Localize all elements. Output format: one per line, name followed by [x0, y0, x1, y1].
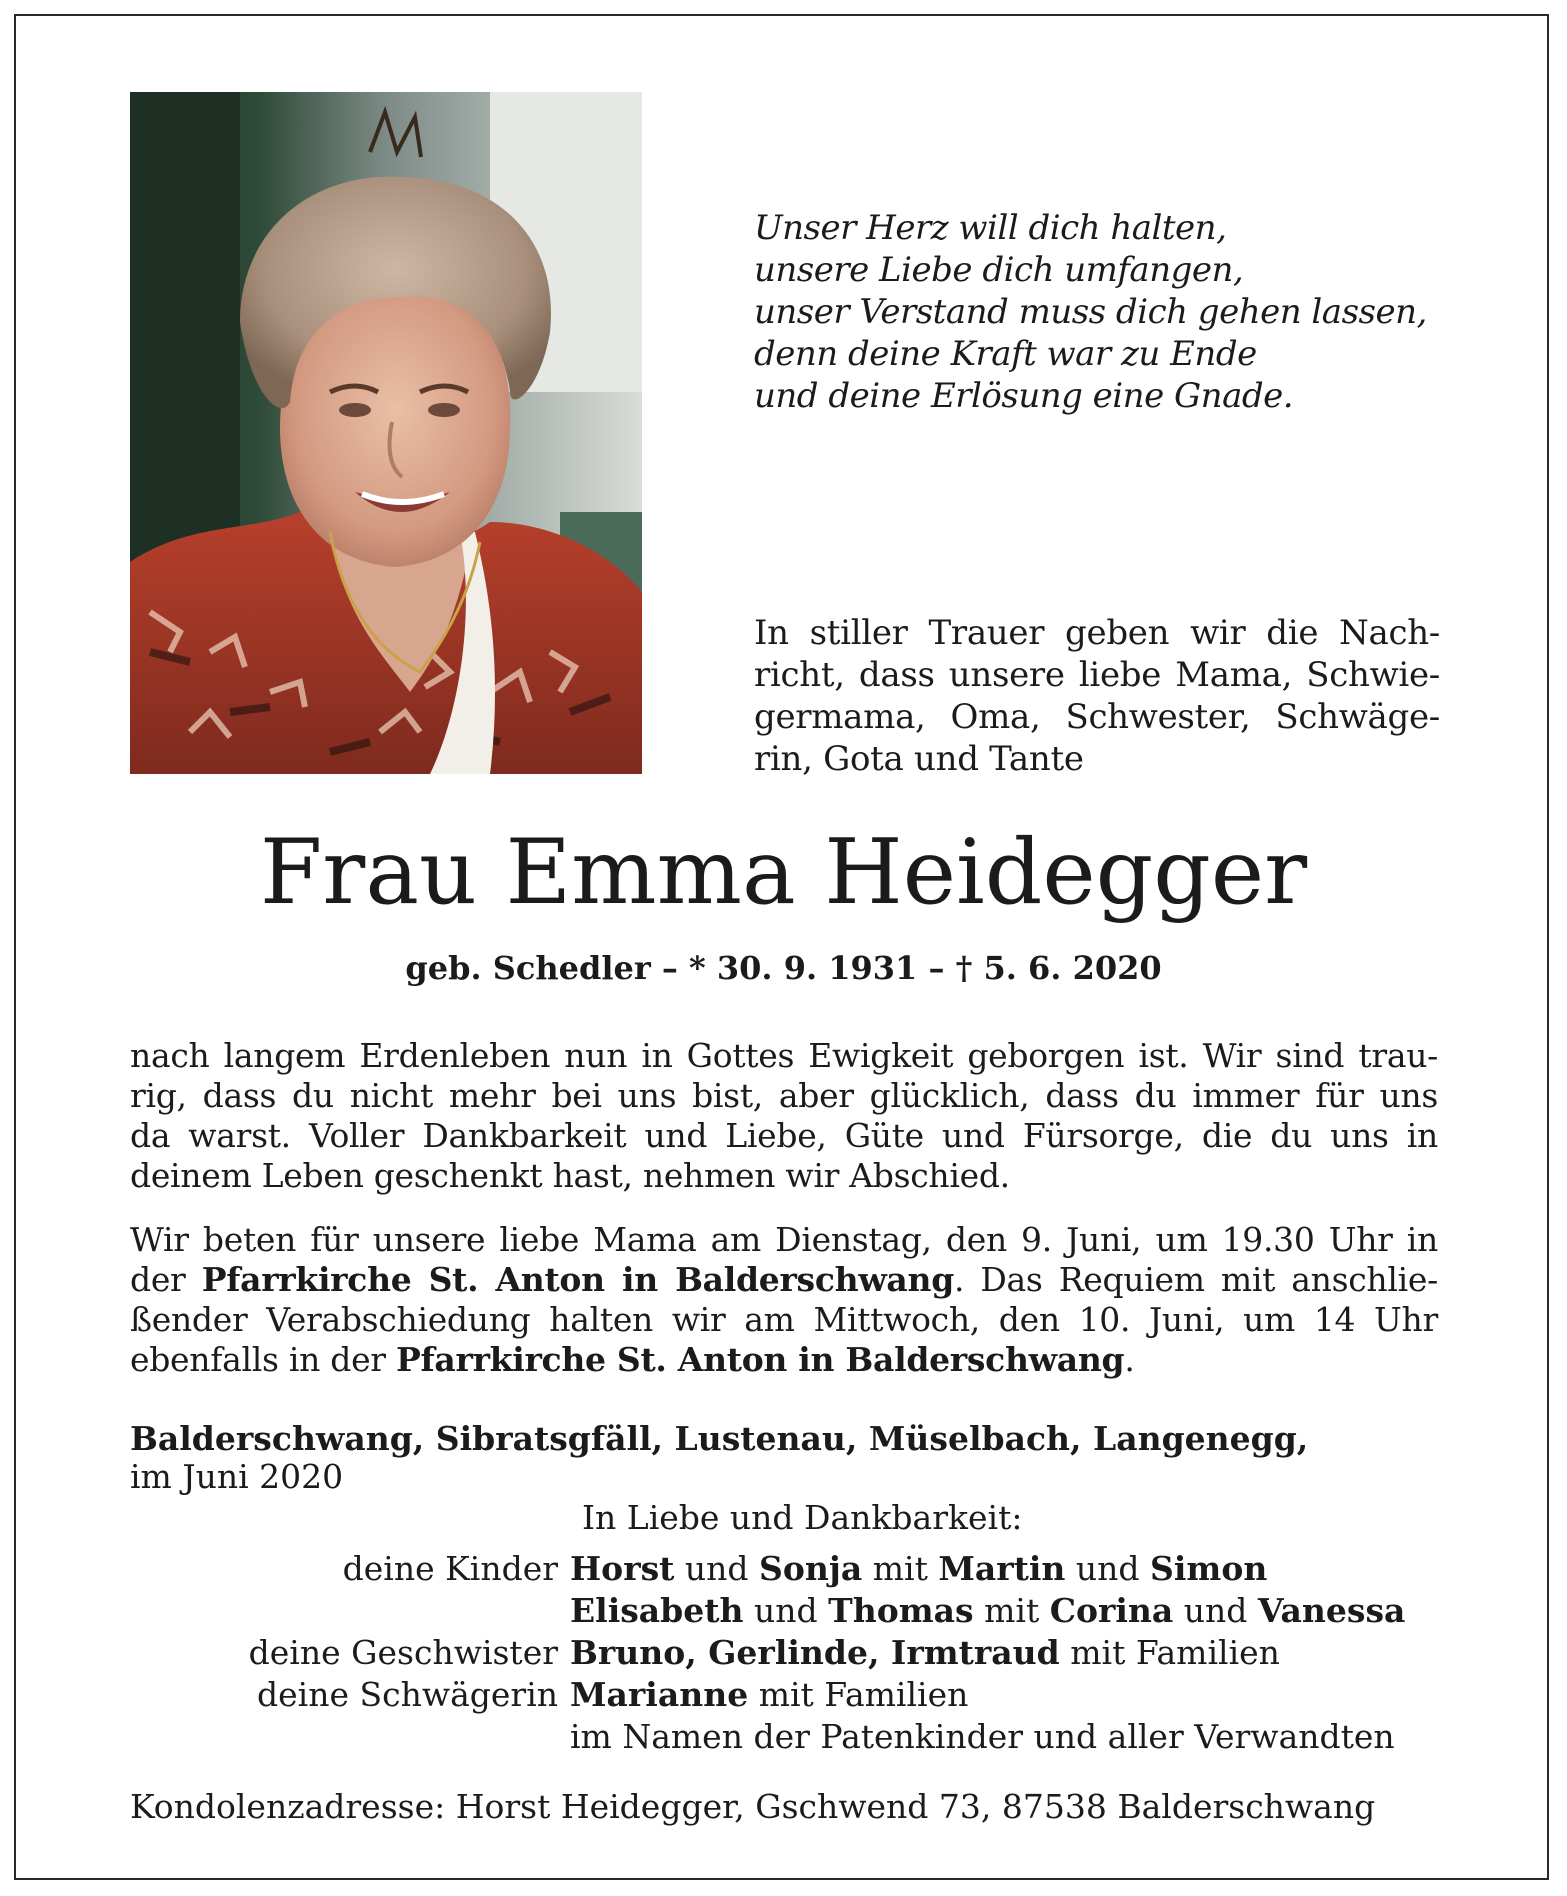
text-fragment: und	[1075, 1549, 1140, 1588]
paragraph-line: Wir beten für unsere liebe Mama am Dienstag, den 9. Juni, um 19.30 Uhr in	[130, 1220, 1438, 1259]
family-list	[130, 1548, 1450, 1758]
paragraph-line: nach langem Erdenleben nun in Gottes Ewigkeit geborgen ist. Wir sind trau-	[130, 1036, 1438, 1075]
text-fragment: .	[1124, 1340, 1135, 1379]
family-member: Martin	[938, 1549, 1066, 1588]
poem-line: Unser Herz will dich halten,	[754, 208, 1227, 248]
text-fragment: und	[754, 1591, 818, 1630]
family-row	[130, 1674, 1450, 1716]
family-member: Bruno, Gerlinde, Irmtraud	[570, 1633, 1060, 1672]
text-fragment: . Das Requiem mit anschlie-	[953, 1260, 1438, 1299]
text-fragment: und	[684, 1549, 749, 1588]
family-others: im Namen der Patenkinder und aller Verwandten	[570, 1717, 1395, 1756]
intro-line: richt, dass unsere liebe Mama, Schwie-	[754, 655, 1440, 695]
family-names	[570, 1590, 1450, 1632]
family-row	[130, 1548, 1450, 1590]
family-member: Sonja	[759, 1549, 863, 1588]
paragraph-line: deinem Leben geschenkt hast, nehmen wir Abschied.	[130, 1156, 1010, 1195]
relation-label	[130, 1590, 570, 1632]
family-member: Simon	[1150, 1549, 1268, 1588]
family-names	[570, 1674, 1450, 1716]
intro-text	[754, 612, 1440, 780]
family-member: Horst	[570, 1549, 675, 1588]
paragraph-line: da warst. Voller Dankbarkeit und Liebe, Güte und Fürsorge, die du uns in	[130, 1116, 1438, 1155]
family-member: Corina	[1049, 1591, 1174, 1630]
family-row	[130, 1632, 1450, 1674]
intro-line: In stiller Trauer geben wir die Nach-	[754, 613, 1440, 653]
text-fragment: und	[1183, 1591, 1248, 1630]
paragraph-service	[130, 1220, 1438, 1380]
portrait-image	[130, 92, 642, 774]
condolence-address: Kondolenzadresse: Horst Heidegger, Gschwend 73, 87538 Balderschwang	[130, 1787, 1376, 1826]
paragraph-line: ßender Verabschiedung halten wir am Mittwoch, den 10. Juni, um 14 Uhr	[130, 1300, 1438, 1339]
family-member: Marianne	[570, 1675, 749, 1714]
poem-line: unsere Liebe dich umfangen,	[754, 250, 1244, 290]
paragraph-line: rig, dass du nicht mehr bei uns bist, aber glücklich, dass du immer für uns	[130, 1076, 1438, 1115]
text-fragment: mit	[872, 1549, 928, 1588]
deceased-name: Frau Emma Heidegger	[259, 820, 1308, 925]
family-names	[570, 1548, 1450, 1590]
thanks-line: In Liebe und Dankbarkeit:	[582, 1498, 1023, 1537]
intro-line: rin, Gota und Tante	[754, 739, 1084, 779]
relation-label: deine Kinder	[342, 1549, 558, 1588]
life-dates: geb. Schedler – * 30. 9. 1931 – † 5. 6. 2020	[405, 949, 1162, 987]
places-block	[130, 1420, 1308, 1496]
portrait-photo	[130, 92, 642, 774]
paragraph-farewell	[130, 1036, 1438, 1196]
text-fragment: ebenfalls in der	[130, 1340, 386, 1379]
church-name: Pfarrkirche St. Anton in Balderschwang	[396, 1340, 1125, 1379]
poem-line: denn deine Kraft war zu Ende	[754, 334, 1257, 374]
places-list: Balderschwang, Sibratsgfäll, Lustenau, Müselbach, Langenegg,	[130, 1419, 1309, 1458]
intro-line: germama, Oma, Schwester, Schwäge-	[754, 697, 1440, 737]
paragraph-line	[130, 1260, 1438, 1300]
paragraph-line	[130, 1340, 1438, 1380]
church-name: Pfarrkirche St. Anton in Balderschwang	[201, 1260, 954, 1299]
poem-line: und deine Erlösung eine Gnade.	[754, 376, 1294, 416]
text-fragment: mit	[984, 1591, 1040, 1630]
poem-line: unser Verstand muss dich gehen lassen,	[754, 292, 1427, 332]
family-row	[130, 1590, 1450, 1632]
family-member: Elisabeth	[570, 1591, 744, 1630]
text-fragment: mit Familien	[1070, 1633, 1280, 1672]
relation-label	[130, 1716, 570, 1758]
text-fragment: der	[130, 1260, 186, 1299]
family-member: Vanessa	[1257, 1591, 1406, 1630]
places-date: im Juni 2020	[130, 1457, 344, 1496]
relation-label: deine Geschwister	[248, 1633, 558, 1672]
family-member: Thomas	[828, 1591, 974, 1630]
poem	[754, 207, 1474, 417]
relation-label: deine Schwägerin	[257, 1675, 558, 1714]
family-names	[570, 1632, 1450, 1674]
family-row	[130, 1716, 1450, 1758]
text-fragment: mit Familien	[758, 1675, 969, 1714]
